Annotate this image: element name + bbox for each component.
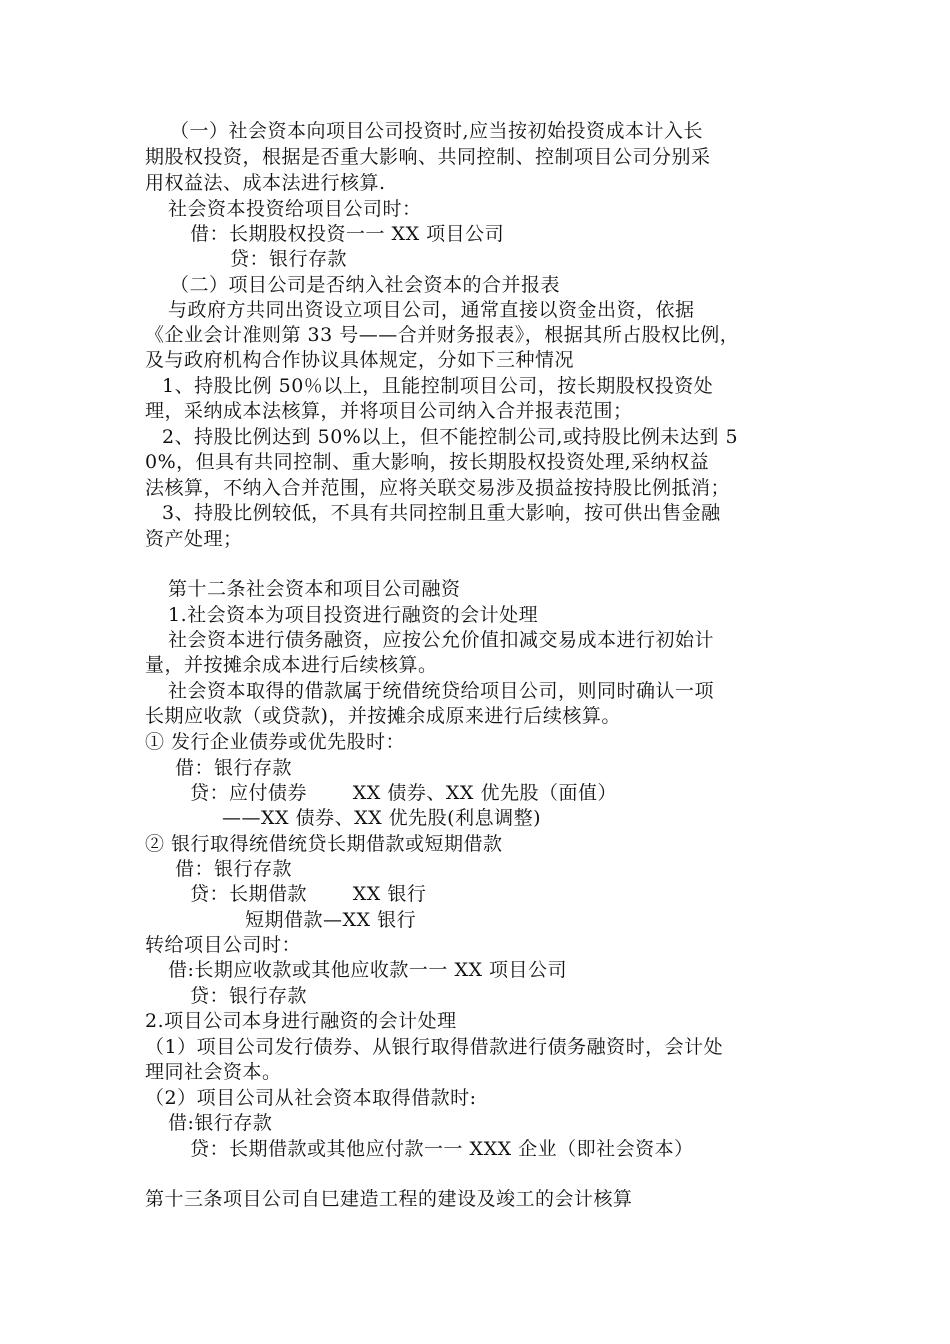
- text-line: （1）项目公司发行债券、从银行取得借款进行债务融资时，会计处: [145, 1036, 724, 1058]
- section-heading: 第十三条项目公司自巳建造工程的建设及竣工的会计核算: [145, 1188, 633, 1210]
- text-line: 转给项目公司时：: [145, 934, 302, 956]
- text-line: ② 银行取得统借统贷长期借款或短期借款: [145, 833, 503, 855]
- text-line: 期股权投资，根据是否重大影响、共同控制、控制项目公司分别采: [145, 146, 711, 168]
- text-line: 借:长期应收款或其他应收款一一 XX 项目公司: [168, 959, 568, 981]
- text-line: 借：银行存款: [175, 757, 293, 779]
- text-line: 借：银行存款: [175, 858, 293, 880]
- text-line: 贷：长期借款 XX 银行: [190, 883, 427, 905]
- text-line: 《企业会计准则第 33 号——合并财务报表》，根据其所占股权比例，: [145, 324, 740, 346]
- text-line: （一）社会资本向项目公司投资时,应当按初始投资成本计入长: [170, 120, 704, 142]
- text-line: 3、持股比例较低，不具有共同控制且重大影响，按可供出售金融: [162, 502, 721, 524]
- text-line: 长期应收款（或贷款)，并按摊余成原来进行后续核算。: [145, 705, 621, 727]
- text-line: ——XX 债券、XX 优先股(利息调整): [222, 807, 542, 829]
- text-line: （2）项目公司从社会资本取得借款时:: [145, 1087, 477, 1109]
- text-line: 理，采纳成本法核算，并将项目公司纳入合并报表范围；: [145, 400, 633, 422]
- text-line: 量，并按摊余成本进行后续核算。: [145, 654, 438, 676]
- text-line: 理同社会资本。: [145, 1061, 282, 1083]
- text-line: 借：长期股权投资一一 XX 项目公司: [190, 223, 505, 245]
- text-line: 借:银行存款: [168, 1112, 273, 1134]
- text-line: 社会资本取得的借款属于统借统贷给项目公司，则同时确认一项: [168, 680, 715, 702]
- text-line: 用权益法、成本法进行核算.: [145, 172, 386, 194]
- text-line: 社会资本进行债务融资，应按公允价值扣减交易成本进行初始计: [168, 629, 715, 651]
- text-line: 贷：应付债券 XX 债券、XX 优先股（面值）: [190, 782, 617, 804]
- text-line: 资产处理；: [145, 528, 243, 550]
- text-line: 短期借款—XX 银行: [245, 909, 417, 931]
- text-line: 1、持股比例 50％以上，且能控制项目公司，按长期股权投资处: [162, 375, 714, 397]
- text-line: 2.项目公司本身进行融资的会计处理: [145, 1010, 457, 1032]
- text-line: （二）项目公司是否纳入社会资本的合并报表: [170, 274, 561, 296]
- text-line: 2、持股比例达到 50%以上，但不能控制公司,或持股比例未达到 5: [162, 426, 739, 448]
- text-line: 贷：银行存款: [190, 985, 308, 1007]
- text-line: 贷：银行存款: [230, 248, 348, 270]
- text-line: 法核算，不纳入合并范围，应将关联交易涉及损益按持股比例抵消；: [145, 477, 731, 499]
- text-line: 与政府方共同出资设立项目公司，通常直接以资金出资，依据: [168, 299, 695, 321]
- text-line: 0%，但具有共同控制、重大影响，按长期股权投资处理,采纳权益: [145, 451, 710, 473]
- text-line: 贷：长期借款或其他应付款一一 XXX 企业（即社会资本）: [190, 1138, 694, 1160]
- section-heading: 第十二条社会资本和项目公司融资: [168, 578, 461, 600]
- text-line: 及与政府机构合作协议具体规定，分如下三种情况: [145, 349, 575, 371]
- text-line: 社会资本投资给项目公司时：: [168, 198, 422, 220]
- text-line: ① 发行企业债券或优先股时：: [145, 731, 406, 753]
- text-line: 1.社会资本为项目投资进行融资的会计处理: [168, 604, 539, 626]
